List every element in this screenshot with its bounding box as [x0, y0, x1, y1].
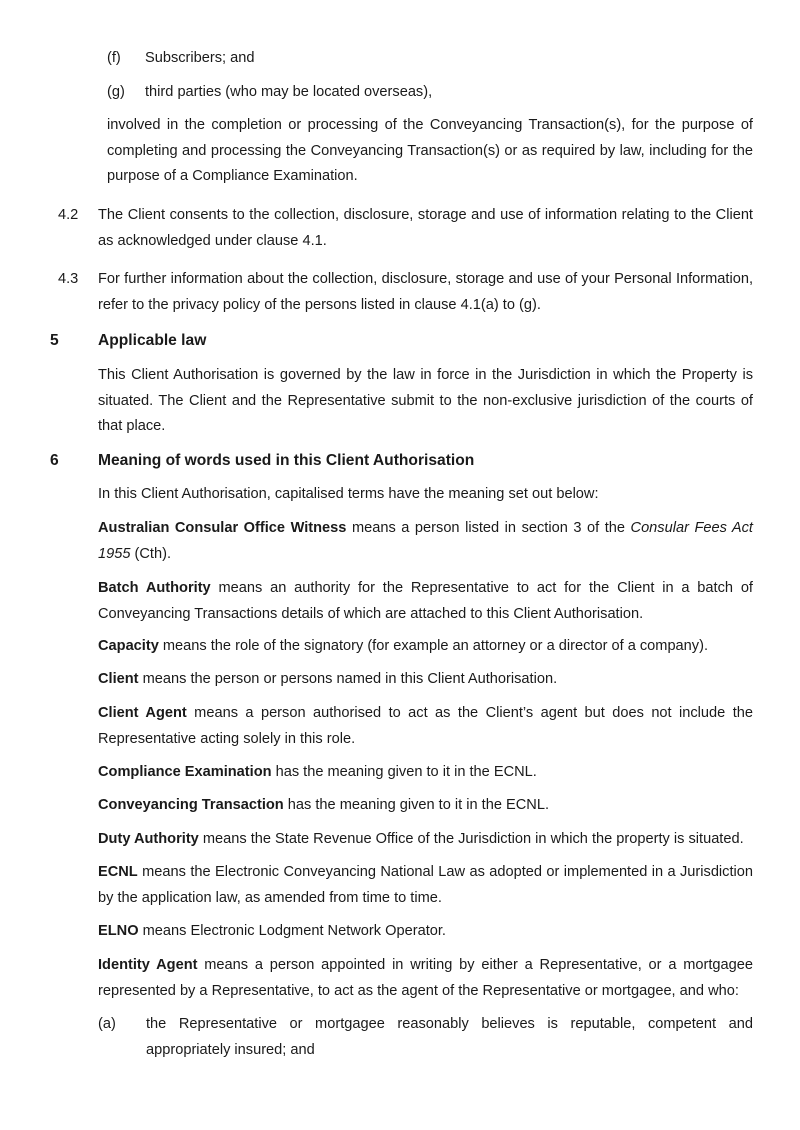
definition-text: means the person or persons named in this Client Authorisation. [138, 671, 558, 687]
section-5-body: This Client Authorisation is governed by the law in force in the Jurisdiction in which the Property is situated. The Client and the Representative submit to the non-exclusive jurisdiction of the courts of that place. [98, 367, 753, 434]
definition-text: means a person authorised to act as the Client’s agent but does not include the Representative acting solely in this role. [98, 705, 753, 747]
definition-text: means an authority for the Representative to act for the Client in a batch of Conveyancing Transactions details of which are attached to this Client Authorisation. [98, 580, 753, 622]
definition-text: means the role of the signatory (for example an attorney or a director of a company). [158, 638, 709, 654]
list-label: (a) [98, 1016, 116, 1032]
definition-text: means Electronic Lodgment Network Operator. [138, 923, 446, 939]
section-heading-6 [50, 448, 750, 474]
definition-client [98, 667, 753, 693]
list-text: third parties (who may be located overseas), [145, 84, 433, 100]
list-text: Subscribers; and [145, 50, 255, 66]
section-title: Applicable law [98, 332, 207, 349]
definition-text: means a person appointed in writing by either a Representative, or a mortgagee represented by a Representative, to act as the agent of the Representative or mortgagee, and who: [98, 957, 753, 999]
section-number: 6 [50, 452, 59, 469]
definition-compliance-examination [98, 760, 753, 786]
defined-term: Conveyancing Transaction [98, 797, 284, 813]
definition-text: has the meaning given to it in the ECNL. [283, 797, 549, 813]
defined-term: Australian Consular Office Witness [98, 520, 347, 536]
list-item-f [107, 46, 757, 72]
defined-term: Capacity [98, 638, 159, 654]
clause-number: 4.2 [58, 207, 79, 223]
defined-term: Client Agent [98, 705, 187, 721]
definition-acow [98, 516, 753, 567]
clause-text: For further information about the collection, disclosure, storage and use of your Personal Information, refer to the privacy policy of the persons listed in clause 4.1(a) to (g). [98, 271, 753, 313]
definition-duty-authority [98, 827, 758, 853]
defined-term: Compliance Examination [98, 764, 272, 780]
act-title: Consular Fees Act 1955 [98, 520, 753, 562]
defined-term: ELNO [98, 923, 139, 939]
definition-text: means the Electronic Conveyancing National Law as adopted or implemented in a Jurisdiction by the application law, as amended from time to time. [98, 864, 753, 906]
clause-number: 4.3 [58, 271, 79, 287]
list-label: (f) [107, 50, 121, 66]
definition-batch-authority [98, 576, 753, 627]
definition-conveyancing-transaction [98, 793, 753, 819]
definition-elno [98, 919, 753, 945]
section-6-intro: In this Client Authorisation, capitalised terms have the meaning set out below: [98, 486, 599, 502]
definition-text: means the State Revenue Office of the Jurisdiction in which the property is situated. [198, 831, 744, 847]
defined-term: Batch Authority [98, 580, 211, 596]
list-item-g [107, 80, 757, 106]
section-heading-5 [50, 328, 750, 354]
section-number: 5 [50, 332, 59, 349]
paragraph-continuation: involved in the completion or processing of the Conveyancing Transaction(s), for the purpose of completing and processing the Conveyancing Transaction(s) or as required by law, including for the purpose of a Compliance Examination. [107, 117, 753, 184]
defined-term: Client [98, 671, 139, 687]
list-text: the Representative or mortgagee reasonably believes is reputable, competent and appropriately insured; and [146, 1016, 753, 1058]
definition-text: (Cth). [130, 545, 172, 562]
clause-text: The Client consents to the collection, disclosure, storage and use of information relating to the Client as acknowledged under clause 4.1. [98, 207, 753, 249]
definition-text: means a person listed in section 3 of the [346, 520, 631, 536]
clause-4-3 [58, 267, 753, 318]
definition-ecnl [98, 860, 753, 911]
defined-term: ECNL [98, 864, 138, 880]
defined-term: Duty Authority [98, 831, 199, 847]
definition-capacity [98, 634, 753, 660]
clause-4-2 [58, 203, 753, 254]
definition-client-agent [98, 701, 753, 752]
section-title: Meaning of words used in this Client Authorisation [98, 452, 475, 469]
identity-agent-item-a [98, 1012, 753, 1063]
list-label: (g) [107, 84, 125, 100]
definition-text: has the meaning given to it in the ECNL. [271, 764, 537, 780]
definition-identity-agent [98, 953, 753, 1004]
defined-term: Identity Agent [98, 957, 198, 973]
